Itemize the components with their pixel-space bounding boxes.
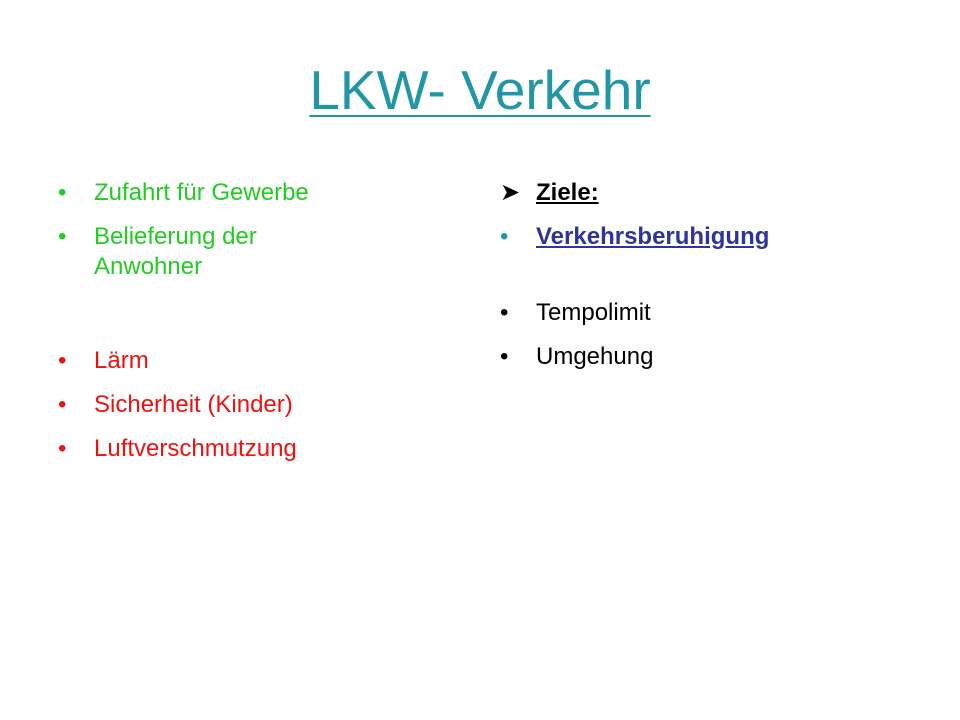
list-item-heading (500, 178, 900, 208)
bullet-icon: • (58, 179, 67, 206)
bullet-icon: • (500, 343, 509, 370)
arrow-bullet-icon: ➤ (500, 179, 521, 206)
bullet-icon: • (500, 299, 509, 326)
page-title (0, 52, 960, 128)
list-item (58, 346, 398, 376)
bullet-icon: • (58, 223, 67, 250)
list-item-text: Luftverschmutzung (94, 435, 297, 462)
list-item-text: Tempolimit (536, 299, 651, 326)
goals-heading: Ziele: (536, 179, 599, 206)
list-item (500, 342, 900, 372)
list-item (58, 222, 398, 282)
list-item-text: Lärm (94, 347, 149, 374)
list-item (58, 178, 398, 208)
list-item-text: Zufahrt für Gewerbe (94, 179, 309, 206)
list-item-text: Sicherheit (Kinder) (94, 391, 293, 418)
list-item (58, 390, 398, 420)
bullet-icon: • (58, 347, 67, 374)
list-item (500, 298, 900, 328)
list-item-text: Anwohner (94, 253, 203, 280)
list-item-link[interactable]: Verkehrsberuhigung (536, 223, 770, 250)
bullet-icon: • (58, 391, 67, 418)
title-link[interactable]: LKW- Verkehr (309, 59, 651, 121)
list-item (58, 434, 398, 464)
bullet-icon: • (500, 223, 509, 250)
list-item-text: Belieferung der (94, 223, 257, 250)
left-bullet-list (58, 178, 398, 464)
list-item-text: Umgehung (536, 343, 654, 370)
bullet-icon: • (58, 435, 67, 462)
right-bullet-list (500, 178, 900, 372)
list-item (500, 222, 900, 252)
